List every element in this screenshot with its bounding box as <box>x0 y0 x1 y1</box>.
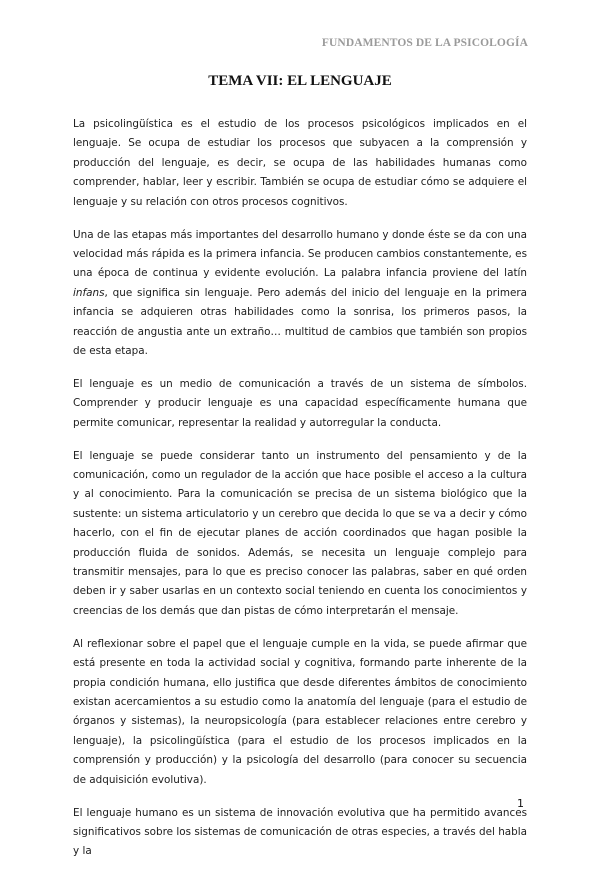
paragraph-2 <box>73 226 527 362</box>
document-body <box>73 115 527 875</box>
paragraph-2-text-after: , que significa sin lenguaje. Pero además del inicio del lenguaje en la primera infancia se adquieren otras habilidades como la sonrisa, los primeros pasos, la reacción de angustia ante un extraño… multitud de cambios que también son propios de esta etapa. <box>73 286 527 357</box>
page-title: TEMA VII: EL LENGUAJE <box>208 73 392 89</box>
latin-term-infans: infans <box>73 286 105 299</box>
running-header: FUNDAMENTOS DE LA PSICOLOGÍA <box>321 37 528 49</box>
paragraph-2-text-before: Una de las etapas más importantes del desarrollo humano y donde éste se da con una velocidad más rápida es la primera infancia. Se producen cambios constantemente, es una época de continua y evidente evolución. La palabra infancia proviene del latín <box>73 228 527 280</box>
paragraph-4: El lenguaje se puede considerar tanto un instrumento del pensamiento y de la comunicación, como un regulador de la acción que hace posible el acceso a la cultura y al conocimiento. Para la comunicación se precisa de un sistema biológico que la sustente: un sistema articulatorio y un cerebro que decida lo que se va a decir y cómo hacerlo, con el fin de ejecutar planes de acción coordinados que hagan posible la producción fluida de sonidos. Además, se necesita un lenguaje complejo para transmitir mensajes, para lo que es preciso conocer las palabras, saber en qué orden deben ir y saber usarlas en un contexto social teniendo en cuenta los conocimientos y creencias de los demás que dan pistas de cómo interpretarán el mensaje. <box>73 449 527 617</box>
paragraph-6: El lenguaje humano es un sistema de innovación evolutiva que ha permitido avances significativos sobre los sistemas de comunicación de otras especies, a través del habla y la <box>73 806 527 858</box>
page-number: 1 <box>517 797 524 810</box>
paragraph-5: Al reflexionar sobre el papel que el lenguaje cumple en la vida, se puede afirmar que está presente en toda la actividad social y cognitiva, formando parte inherente de la propia condición humana, ello justifica que desde diferentes ámbitos de conocimiento existan acercamientos a su estudio como la anatomía del lenguaje (para el estudio de órganos y sistemas), la neuropsicología (para establecer relaciones entre cerebro y lenguaje), la psicolingüística (para el estudio de los procesos implicados en la comprensión y producción) y la psicología del desarrollo (para conocer su secuencia de adquisición evolutiva). <box>73 637 527 786</box>
paragraph-3: El lenguaje es un medio de comunicación a través de un sistema de símbolos. Comprender y producir lenguaje es una capacidad específicamente humana que permite comunicar, representar la realidad y autorregular la conducta. <box>73 377 527 429</box>
paragraph-1: La psicolingüística es el estudio de los procesos psicológicos implicados en el lenguaje. Se ocupa de estudiar los procesos que subyacen a la comprensión y producción del lenguaje, es decir, se ocupa de las habilidades humanas como comprender, hablar, leer y escribir. También se ocupa de estudiar cómo se adquiere el lenguaje y su relación con otros procesos cognitivos. <box>73 118 527 208</box>
